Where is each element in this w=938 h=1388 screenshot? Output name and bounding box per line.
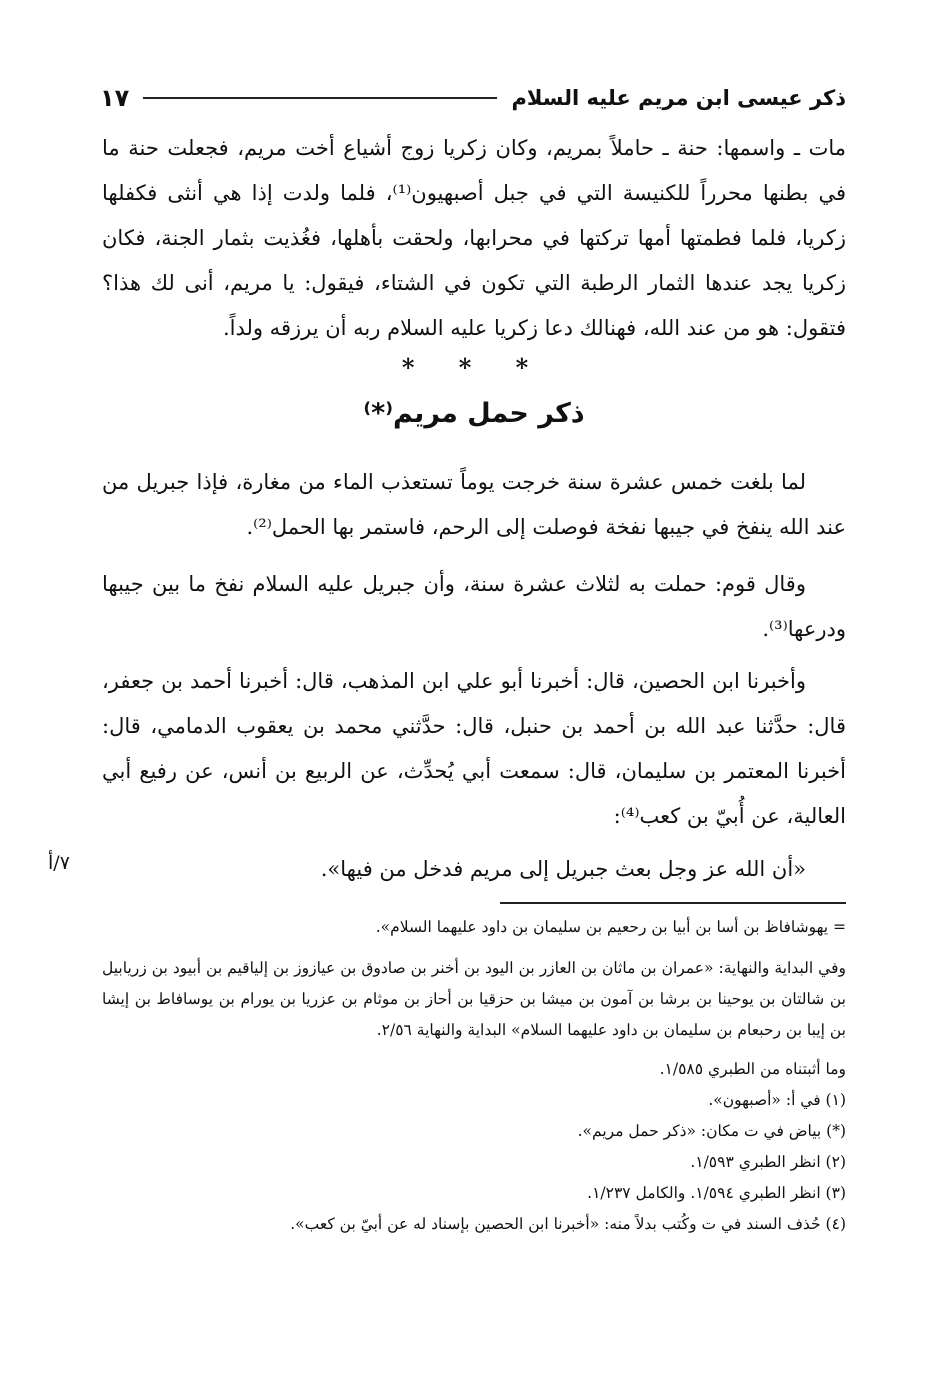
hadith-quote: «أن الله عز وجل بعث جبريل إلى مريم فدخل من فيها». — [320, 857, 806, 881]
section-heading: ذكر حمل مريم⁽*⁾ — [363, 398, 585, 429]
footnote-2: (٢) انظر الطبري ١/٥٩٣. — [690, 1153, 846, 1171]
footnote-continuation: = يهوشافاظ بن أسا بن أبيا بن رحعيم بن سليمان بن داود عليهما السلام». — [375, 918, 846, 936]
footnote-star: (*) بياض في ت مكان: «ذكر حمل مريم». — [577, 1122, 846, 1140]
section-separator: * * * — [401, 353, 547, 382]
paragraph-other-view: وقال قوم: حملت به لثلاث عشرة سنة، وأن جبريل عليه السلام نفخ ما بين جيبها ودرعها⁽³⁾. — [102, 572, 846, 641]
running-title: ذكر عيسى ابن مريم عليه السلام — [511, 86, 846, 110]
footnote-1: (١) في أ: «أصبهون». — [708, 1091, 846, 1109]
footnote-bidaya: وفي البداية والنهاية: «عمران بن ماثان بن العازر بن اليود بن أخنر بن صادوق بن عيازوز بن إلياقيم بن أبيود بن زريابيل بن شالتان بن يوحينا بن برشا بن آمون بن ميشا بن حزقيا بن أحاز بن موثام بن عزريا بن يورام بن يوسافاط بن إيشا بن إيبا بن رحبعام بن سليمان بن داود عليهما السلام» البداية والنهاية ٢/٥٦. — [102, 959, 846, 1039]
paragraph-pregnancy: لما بلغت خمس عشرة سنة خرجت يوماً تستعذب الماء من مغارة، فإذا جبريل من عند الله ينفخ في جيبها نفخة فوصلت إلى الرحم، فاستمر بها الحمل⁽²⁾. — [102, 470, 846, 539]
paragraph-maryam-upbringing: مات ـ واسمها: حنة ـ حاملاً بمريم، وكان زكريا زوج أشياع أخت مريم، فجعلت حنة ما في بطنها محرراً للكنيسة التي في جبل أصبهيون⁽¹⁾، فلما ولدت إذا هي أنثى فكفلها زكريا، فلما فطمتها أمها تركتها في محرابها، ولحقت بأهلها، فغُذيت بثمار الجنة، فكان زكريا يجد عندها الثمار الرطبة التي تكون في الشتاء، فيقول: يا مريم، أنى لك هذا؟ فتقول: هو من عند الله، فهنالك دعا زكريا عليه السلام ربه أن يرزقه ولداً. — [102, 136, 846, 340]
footnote-3: (٣) انظر الطبري ١/٥٩٤. والكامل ١/٢٣٧. — [587, 1184, 846, 1202]
paragraph-isnad: وأخبرنا ابن الحصين، قال: أخبرنا أبو علي ابن المذهب، قال: أخبرنا أحمد بن جعفر، قال: حدَّثنا عبد الله بن أحمد بن حنبل، قال: حدَّثني محمد بن يعقوب الدمامي، قال: أخبرنا المعتمر بن سليمان، قال: سمعت أبي يُحدِّث، عن الربيع بن أنس، عن رفيع أبي العالية، عن أُبيّ بن كعب⁽⁴⁾: — [102, 669, 846, 828]
footnote-rule — [500, 902, 846, 904]
footnote-tabari: وما أثبتناه من الطبري ١/٥٨٥. — [659, 1060, 846, 1078]
running-header — [100, 78, 846, 118]
page-number: ١٧ — [100, 84, 130, 112]
footnote-4: (٤) حُذف السند في ت وكُتب بدلاً منه: «أخبرنا ابن الحصين بإسناد له عن أبيّ بن كعب». — [290, 1215, 846, 1233]
header-rule — [143, 97, 497, 99]
manuscript-folio-mark: ٧/أ — [48, 852, 70, 874]
footnotes — [102, 912, 846, 1240]
